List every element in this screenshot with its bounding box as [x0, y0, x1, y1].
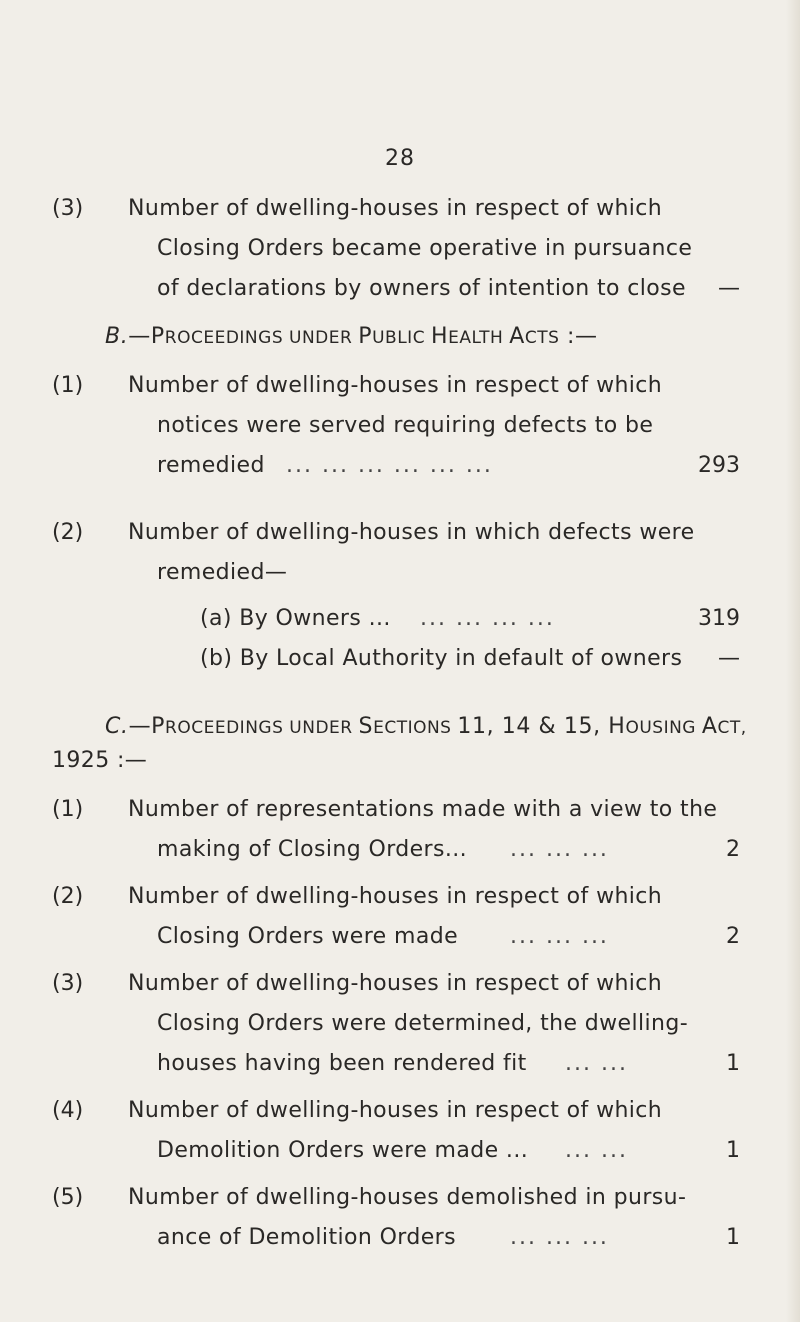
b-item-2-line: remedied—	[157, 560, 288, 585]
c-item-3-leader-dots: ... ...	[565, 1051, 628, 1076]
b-item-2b-value: —	[718, 646, 740, 671]
c-item-4-number: (4)	[52, 1098, 84, 1123]
b-item-1-line: notices were served requiring defects to be	[157, 413, 654, 438]
c-item-2-value: 2	[726, 924, 740, 949]
c-item-1-number: (1)	[52, 797, 84, 822]
c-item-4-leader-dots: ... ...	[565, 1138, 628, 1163]
c-item-3-line: Number of dwelling-houses in respect of which	[128, 971, 663, 996]
c-item-3-value: 1	[726, 1051, 740, 1076]
b-item-2a-value: 319	[698, 606, 740, 631]
c-item-5-leader-dots: ... ... ...	[510, 1225, 609, 1250]
c-item-1-value: 2	[726, 837, 740, 862]
c-item-2-number: (2)	[52, 884, 84, 909]
b-item-1-number: (1)	[52, 373, 84, 398]
c-item-1-line: Number of representations made with a view to the	[128, 797, 718, 822]
c-item-4-value: 1	[726, 1138, 740, 1163]
c-item-3-line: Closing Orders were determined, the dwelling-	[157, 1011, 689, 1036]
c-item-5-number: (5)	[52, 1185, 84, 1210]
intro-item-number: (3)	[52, 196, 84, 221]
b-item-1-line: remedied	[157, 453, 265, 478]
b-item-2a-leader-dots: ... ... ... ...	[420, 606, 555, 631]
section-c-heading: C.—PROCEEDINGS UNDER SECTIONS 11, 14 & 15, HOUSING ACT,	[105, 714, 747, 739]
c-item-2-leader-dots: ... ... ...	[510, 924, 609, 949]
b-item-2b-label: (b) By Local Authority in default of owners	[200, 646, 683, 671]
c-item-3-line: houses having been rendered fit	[157, 1051, 527, 1076]
intro-item-line: of declarations by owners of intention to close	[157, 276, 686, 301]
page-number: 28	[385, 146, 415, 171]
c-item-4-line: Number of dwelling-houses in respect of which	[128, 1098, 663, 1123]
section-c-year-line: 1925 :—	[52, 748, 148, 773]
c-item-1-leader-dots: ... ... ...	[510, 837, 609, 862]
c-item-2-line: Closing Orders were made	[157, 924, 459, 949]
b-item-2-number: (2)	[52, 520, 84, 545]
c-item-5-value: 1	[726, 1225, 740, 1250]
page-edge	[786, 0, 800, 1322]
intro-item-value: —	[718, 276, 740, 301]
c-item-5-line: Number of dwelling-houses demolished in pursu-	[128, 1185, 687, 1210]
b-item-2-line: Number of dwelling-houses in which defects were	[128, 520, 695, 545]
intro-item-line: Closing Orders became operative in pursuance	[157, 236, 693, 261]
b-item-1-line: Number of dwelling-houses in respect of which	[128, 373, 663, 398]
c-item-2-line: Number of dwelling-houses in respect of which	[128, 884, 663, 909]
b-item-1-value: 293	[698, 453, 740, 478]
section-c-letter: C.	[105, 714, 129, 739]
c-item-1-line: making of Closing Orders...	[157, 837, 468, 862]
intro-item-line: Number of dwelling-houses in respect of which	[128, 196, 663, 221]
b-item-1-leader-dots: ... ... ... ... ... ...	[286, 453, 493, 478]
section-b-letter: B.	[105, 324, 129, 349]
c-item-4-line: Demolition Orders were made ...	[157, 1138, 529, 1163]
c-item-5-line: ance of Demolition Orders	[157, 1225, 456, 1250]
b-item-2a-label: (a) By Owners ...	[200, 606, 391, 631]
c-item-3-number: (3)	[52, 971, 84, 996]
section-b-heading: B.—PROCEEDINGS UNDER PUBLIC HEALTH ACTS :—	[105, 324, 598, 349]
